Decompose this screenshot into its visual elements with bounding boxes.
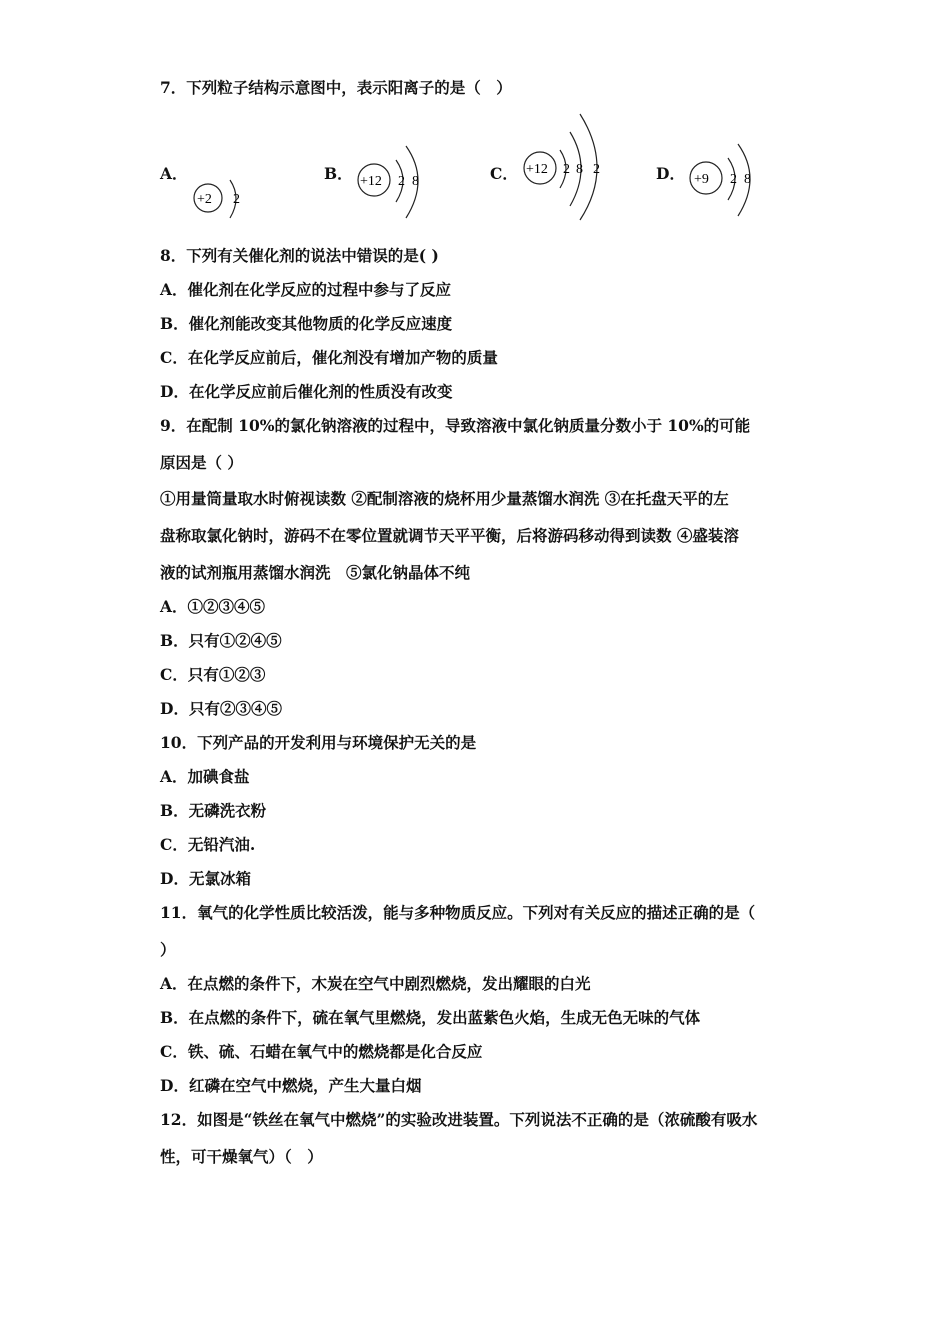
q11-option-b: B．在点燃的条件下，硫在氧气里燃烧，发出蓝紫色火焰，生成无色无味的气体 [160, 1008, 701, 1027]
q9-option-a: A．①②③④⑤ [160, 597, 266, 616]
q8-option-d: D．在化学反应前后催化剂的性质没有改变 [160, 382, 453, 401]
q8-stem: 8．下列有关催化剂的说法中错误的是( ) [160, 246, 439, 265]
q10-option-a: A．加碘食盐 [160, 767, 250, 786]
q11-option-d: D．红磷在空气中燃烧，产生大量白烟 [160, 1076, 422, 1095]
q9-detail-line2: 盘称取氯化钠时，游码不在零位置就调节天平平衡，后将游码移动得到读数 ④盛装溶 [160, 526, 739, 545]
shell-electrons: 8 [576, 162, 583, 177]
q10-option-d: D．无氯冰箱 [160, 869, 251, 888]
shell-electrons: 2 [233, 192, 240, 207]
q9-option-c: C．只有①②③ [160, 665, 266, 684]
q8-option-c: C．在化学反应前后，催化剂没有增加产物的质量 [160, 348, 498, 367]
q9-option-b: B．只有①②④⑤ [160, 631, 282, 650]
q10-option-c: C．无铅汽油. [160, 835, 256, 854]
q7-option-d-label: D． [656, 164, 685, 183]
q8-option-a: A．催化剂在化学反应的过程中参与了反应 [160, 280, 452, 299]
q8-option-b: B．催化剂能改变其他物质的化学反应速度 [160, 314, 453, 333]
shell-electrons: 2 [593, 162, 600, 177]
q12-stem-line2: 性，可干燥氧气）（ ） [160, 1147, 323, 1166]
shell-electrons: 8 [412, 174, 419, 189]
q9-stem-line2: 原因是（ ） [160, 453, 243, 472]
nucleus-charge: +9 [694, 172, 709, 187]
nucleus-charge: +2 [197, 192, 212, 207]
shell-electrons: 2 [730, 172, 737, 187]
q11-option-c: C．铁、硫、石蜡在氧气中的燃烧都是化合反应 [160, 1042, 483, 1061]
nucleus-charge: +12 [526, 162, 548, 177]
q11-option-a: A．在点燃的条件下，木炭在空气中剧烈燃烧，发出耀眼的白光 [160, 974, 591, 993]
q9-option-d: D．只有②③④⑤ [160, 699, 282, 718]
q7-option-c-diagram [520, 110, 630, 226]
q7-option-d-diagram [686, 138, 766, 224]
shell-electrons: 2 [563, 162, 570, 177]
q9-detail-line3: 液的试剂瓶用蒸馏水润洗 ⑤氯化钠晶体不纯 [160, 563, 471, 582]
shell-electrons: 2 [398, 174, 405, 189]
q7-option-a-diagram [188, 172, 258, 230]
q10-option-b: B．无磷洗衣粉 [160, 801, 267, 820]
q7-option-a-label: A． [160, 164, 188, 183]
q12-stem-line1: 12．如图是“铁丝在氧气中燃烧”的实验改进装置。下列说法不正确的是（浓硫酸有吸水 [160, 1110, 758, 1129]
q7-option-b-diagram [354, 140, 434, 226]
q7-option-b-label: B． [324, 164, 353, 183]
q10-stem: 10．下列产品的开发利用与环境保护无关的是 [160, 733, 477, 752]
q9-detail-line1: ①用量筒量取水时俯视读数 ②配制溶液的烧杯用少量蒸馏水润洗 ③在托盘天平的左 [160, 489, 729, 508]
q11-stem-line2: ） [160, 940, 176, 959]
nucleus-charge: +12 [360, 174, 382, 189]
q7-option-c-label: C． [490, 164, 518, 183]
q9-stem-line1: 9．在配制 10%的氯化钠溶液的过程中，导致溶液中氯化钠质量分数小于 10%的可能 [160, 416, 751, 435]
q11-stem-line1: 11．氧气的化学性质比较活泼，能与多种物质反应。下列对有关反应的描述正确的是（ [160, 903, 756, 922]
q7-stem: 7．下列粒子结构示意图中，表示阳离子的是（ ） [160, 78, 512, 97]
shell-electrons: 8 [744, 172, 751, 187]
